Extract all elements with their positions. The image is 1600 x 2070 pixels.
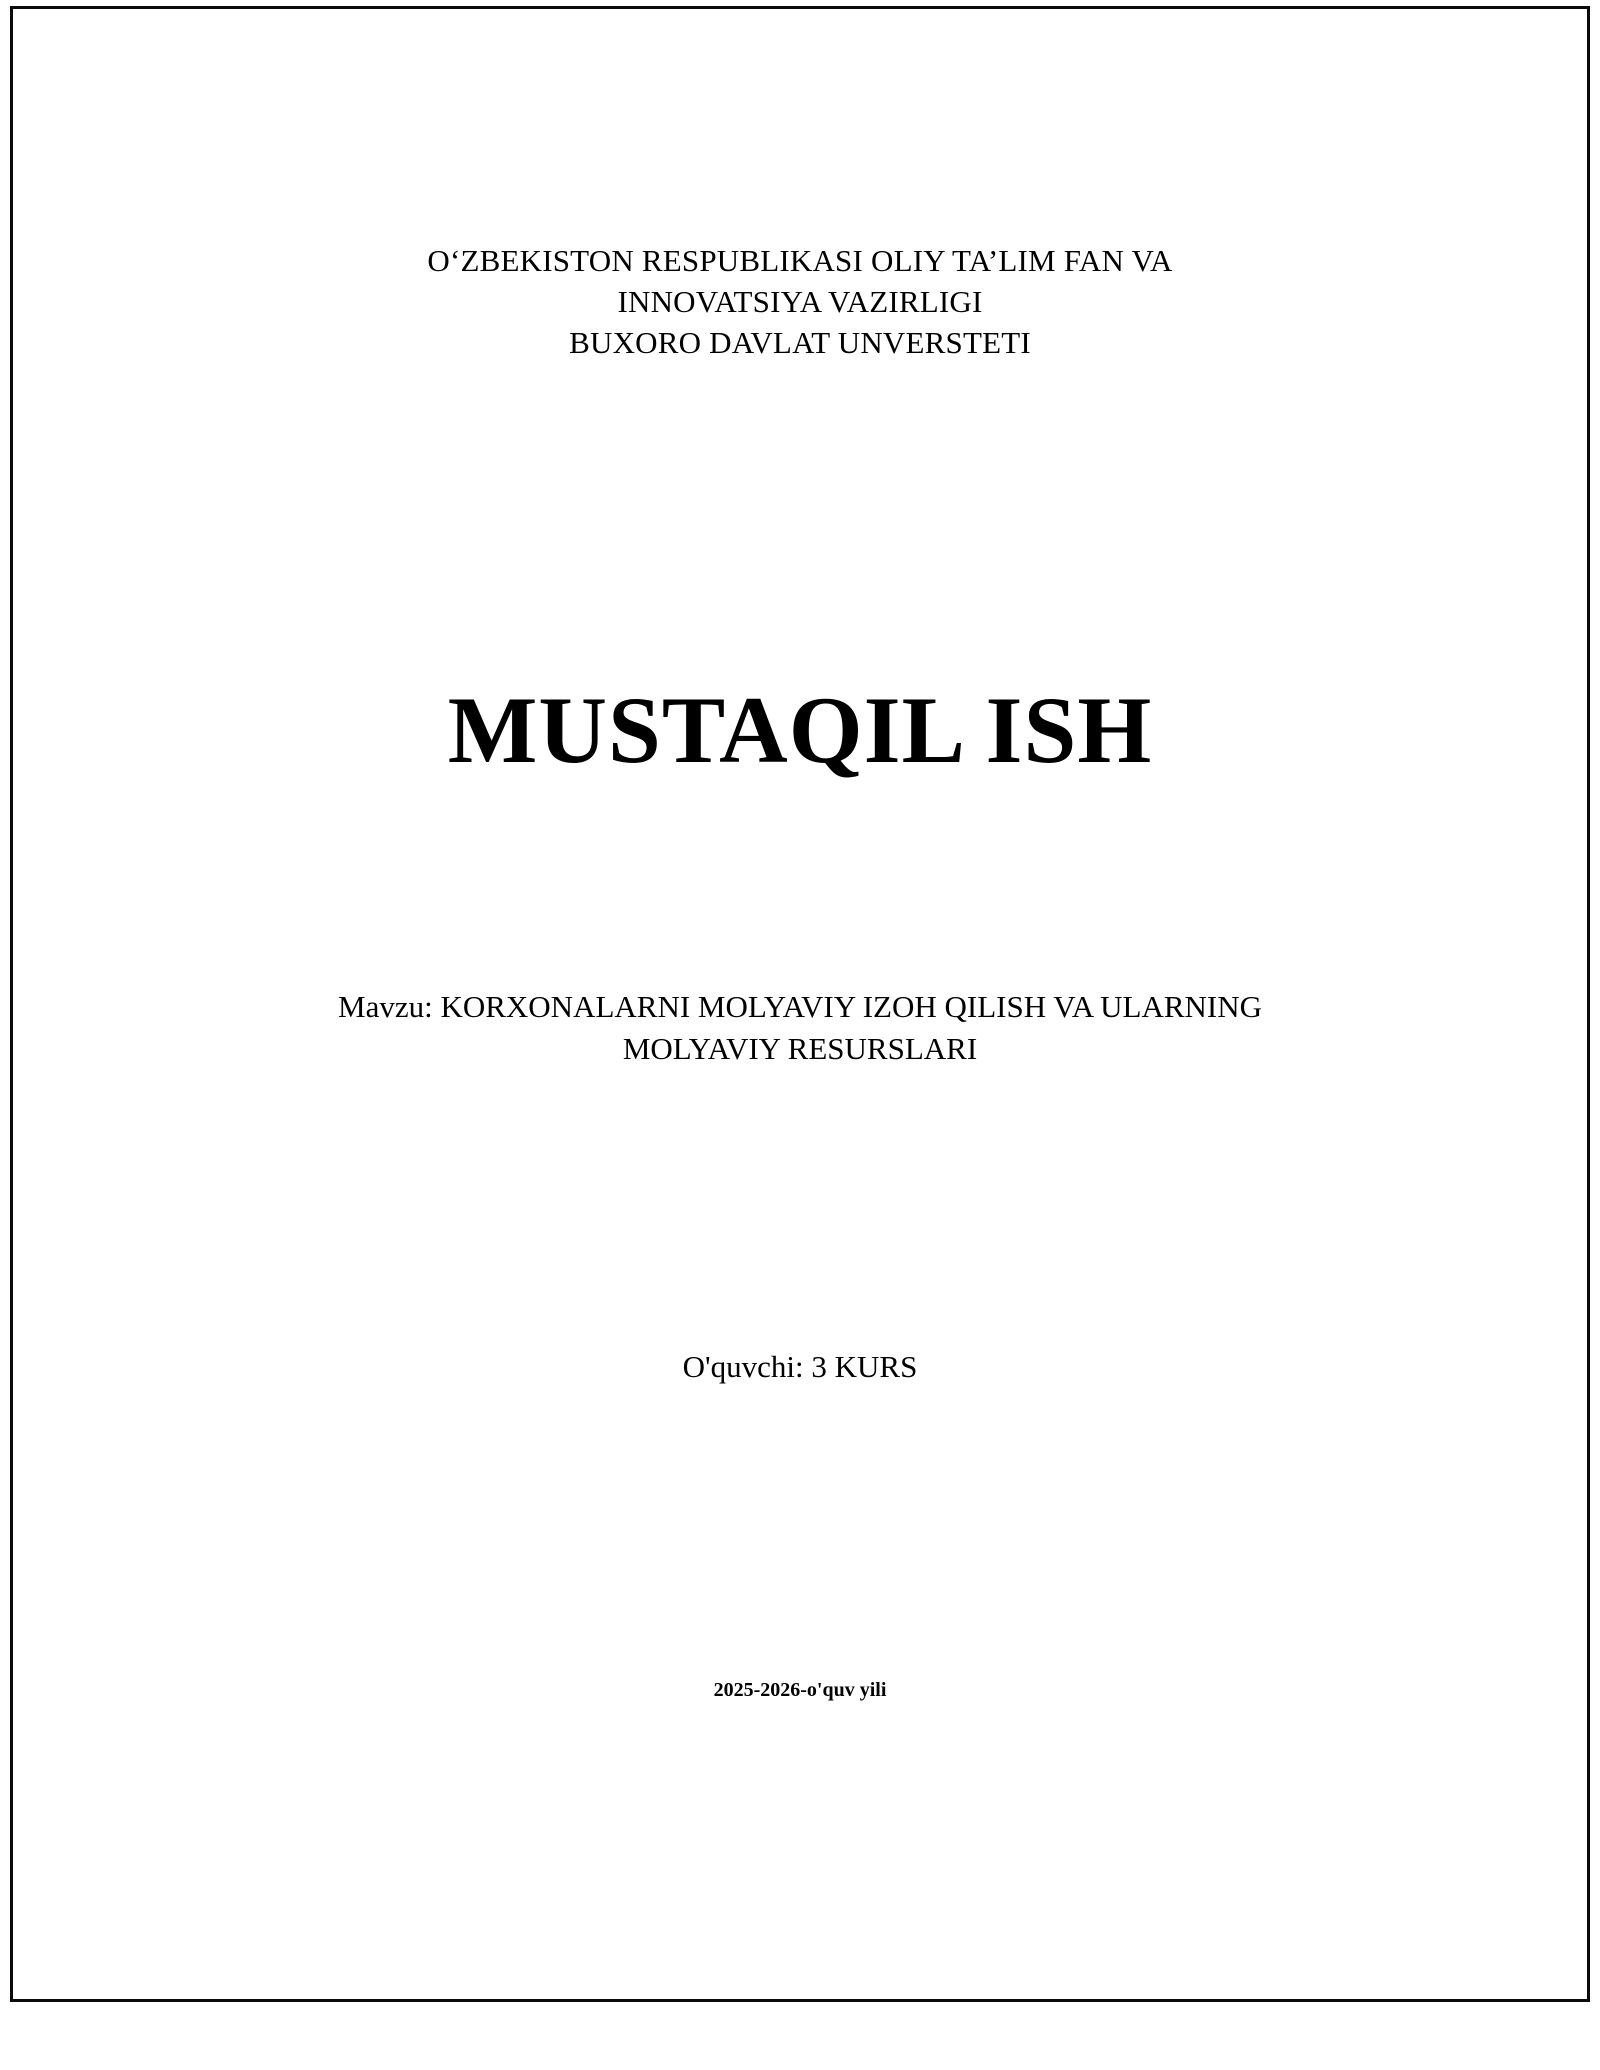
organization-line-1: O‘ZBEKISTON RESPUBLIKASI OLIY TA’LIM FAN VA <box>427 243 1173 278</box>
page-content <box>13 9 1587 1999</box>
page-title: MUSTAQIL ISH <box>447 677 1153 783</box>
subject-line-1: Mavzu: KORXONALARNI MOLYAVIY IZOH QILISH VA ULARNING <box>338 989 1262 1024</box>
page-border-frame <box>10 6 1590 2002</box>
student-info: O'quvchi: 3 KURS <box>682 1349 918 1384</box>
organization-line-3: BUXORO DAVLAT UNVERSTETI <box>569 324 1031 360</box>
subject-section <box>210 986 1390 1070</box>
organization-header <box>250 241 1350 364</box>
subject-line-2: MOLYAVIY RESURSLARI <box>622 1030 978 1066</box>
academic-year: 2025-2026-o'quv yili <box>713 1679 887 1701</box>
organization-line-2: INNOVATSIYA VAZIRLIGI <box>617 283 983 319</box>
